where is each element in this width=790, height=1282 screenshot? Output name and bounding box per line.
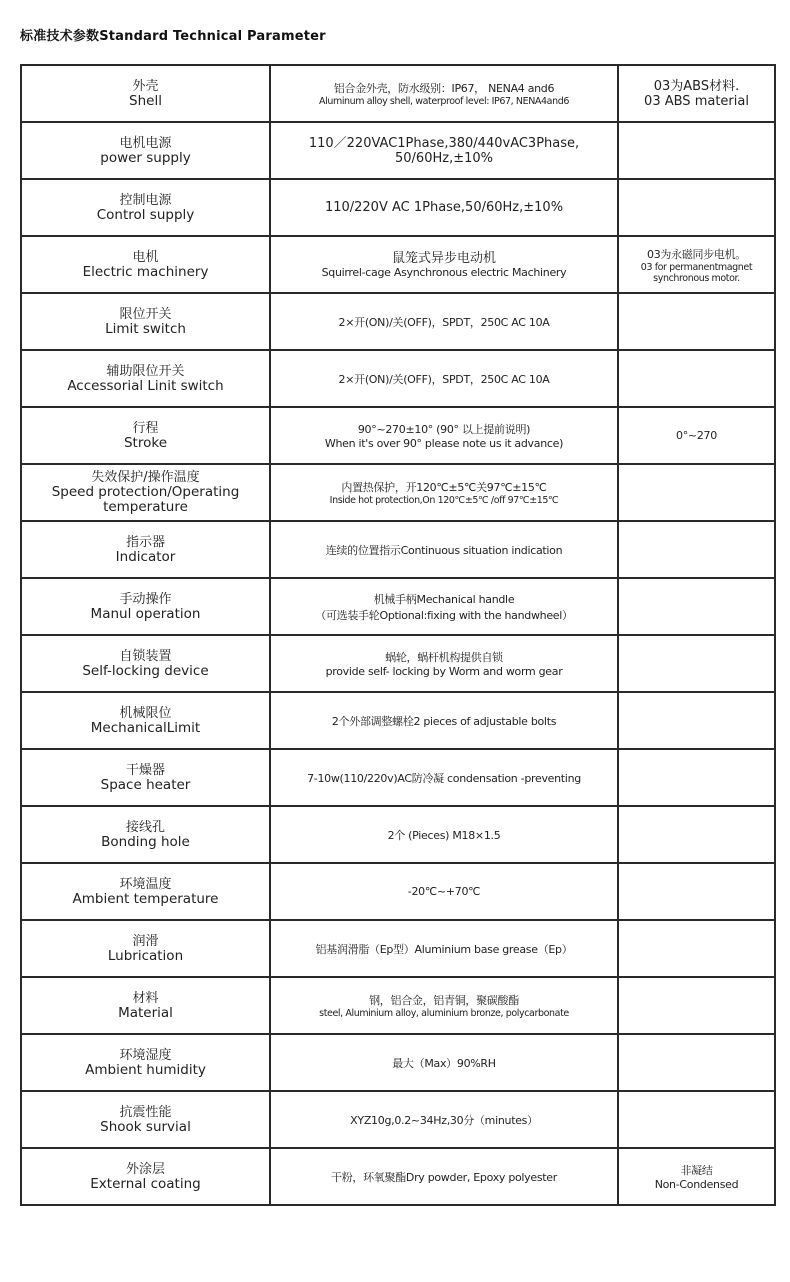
param-note-cell <box>618 1034 775 1091</box>
param-value-en: Aluminum alloy shell, waterproof level: IP67, NENA4and6 <box>319 96 569 107</box>
param-name-zh: 手动操作 <box>119 591 172 607</box>
param-name-en: MechanicalLimit <box>90 719 201 736</box>
param-value-zh: 鼠笼式异步电动机 <box>391 250 496 266</box>
table-row <box>21 635 775 692</box>
param-name-en: External coating <box>90 1175 201 1192</box>
table-row <box>21 806 775 863</box>
table-row <box>21 65 775 122</box>
param-note-cell <box>618 920 775 977</box>
table-row <box>21 578 775 635</box>
table-row <box>21 407 775 464</box>
table-row <box>21 1034 775 1091</box>
table-row <box>21 464 775 521</box>
table-row <box>21 236 775 293</box>
page-title: 标准技术参数Standard Technical Parameter <box>20 29 326 44</box>
param-name-zh: 机械限位 <box>119 705 172 721</box>
param-value-line2: 50/60Hz,±10% <box>395 150 493 166</box>
param-note-zh: 03为ABS材料. <box>653 78 740 94</box>
param-value-line1: 2×开(ON)/关(OFF)，SPDT，250C AC 10A <box>338 372 550 386</box>
param-value-en: provide self- locking by Worm and worm gear <box>325 665 563 678</box>
param-value-en: When it's over 90° please note us it advance) <box>324 437 564 450</box>
param-value-en: Inside hot protection,On 120℃±5℃ /off 97℃±15℃ <box>329 495 559 506</box>
param-value-line1: 110／220VAC1Phase,380/440vAC3Phase, <box>308 135 580 151</box>
param-value-cell <box>270 122 618 179</box>
param-value-cell <box>270 521 618 578</box>
param-name-en: Control supply <box>96 206 195 223</box>
table-row <box>21 350 775 407</box>
param-name-cell <box>21 806 270 863</box>
param-value-cell <box>270 65 618 122</box>
table-row <box>21 521 775 578</box>
param-name-zh: 失效保护/操作温度 <box>91 470 200 485</box>
param-name-en: Lubrication <box>107 947 184 964</box>
param-name-en: Self-locking device <box>82 662 209 679</box>
param-name-en: Stroke <box>123 434 168 451</box>
param-name-en: Shook survial <box>100 1118 191 1135</box>
param-note-cell <box>618 521 775 578</box>
param-name-cell <box>21 236 270 293</box>
param-name-cell <box>21 179 270 236</box>
param-name-cell <box>21 1148 270 1205</box>
param-name-cell <box>21 1091 270 1148</box>
param-note-cell <box>618 1091 775 1148</box>
param-value-cell <box>270 692 618 749</box>
param-note-cell <box>618 863 775 920</box>
param-name-zh: 抗震性能 <box>119 1104 172 1120</box>
param-name-en: Indicator <box>115 548 176 565</box>
param-name-cell <box>21 122 270 179</box>
param-note-zh: 0°~270 <box>676 429 717 442</box>
param-name-zh: 自锁装置 <box>119 648 172 664</box>
param-name-en: Bonding hole <box>101 833 190 850</box>
param-note-en: 03 ABS material <box>644 93 749 109</box>
param-name-en: Shell <box>129 92 162 109</box>
param-value-line1: 110/220V AC 1Phase,50/60Hz,±10% <box>324 200 564 215</box>
param-name-en: Ambient temperature <box>72 890 219 907</box>
param-value-line1: 最大（Max）90%RH <box>392 1056 496 1070</box>
param-name-cell <box>21 749 270 806</box>
param-note-cell <box>618 236 775 293</box>
param-note-cell <box>618 578 775 635</box>
param-note-cell <box>618 179 775 236</box>
param-name-en: Material <box>118 1004 173 1021</box>
param-name-zh: 行程 <box>132 420 159 436</box>
param-name-cell <box>21 635 270 692</box>
table-row <box>21 920 775 977</box>
param-value-line1: 2×开(ON)/关(OFF)，SPDT，250C AC 10A <box>338 315 550 329</box>
param-value-cell <box>270 179 618 236</box>
table-row <box>21 293 775 350</box>
param-note-zh: 03为永磁同步电机。 <box>647 247 746 261</box>
table-row <box>21 179 775 236</box>
param-value-en: Squirrel-cage Asynchronous electric Machinery <box>321 265 567 279</box>
param-name-zh: 外壳 <box>132 78 159 94</box>
table-row <box>21 122 775 179</box>
param-name-zh: 润滑 <box>132 933 159 949</box>
param-name-zh: 材料 <box>132 990 159 1006</box>
table-row <box>21 1148 775 1205</box>
param-name-zh: 电机 <box>132 249 159 265</box>
table-row <box>21 749 775 806</box>
param-value-cell <box>270 1091 618 1148</box>
spec-table <box>20 64 776 1206</box>
param-note-en: 03 for permanentmagnet synchronous motor. <box>640 261 753 284</box>
param-value-cell <box>270 464 618 521</box>
param-name-zh: 接线孔 <box>125 819 165 835</box>
param-note-cell <box>618 635 775 692</box>
param-name-en: Manul operation <box>90 605 201 622</box>
param-value-cell <box>270 635 618 692</box>
param-value-cell <box>270 920 618 977</box>
param-value-zh: 90°~270±10° (90° 以上提前说明) <box>357 423 531 436</box>
param-value-zh: 内置热保护，开120℃±5℃关97℃±15℃ <box>341 481 547 494</box>
param-value-line1: 干粉，环氧聚酯Dry powder, Epoxy polyester <box>331 1170 557 1184</box>
param-value-line1: 铝基润滑脂（Ep型）Aluminium base grease（Ep） <box>315 942 573 956</box>
param-name-en: Space heater <box>100 776 191 793</box>
param-value-cell <box>270 863 618 920</box>
param-name-en: Accessorial Linit switch <box>67 377 224 394</box>
param-name-zh: 辅助限位开关 <box>106 363 185 379</box>
param-value-zh: 蜗轮，蜗杆机构提供自锁 <box>385 651 503 664</box>
param-name-zh: 指示器 <box>125 534 165 550</box>
param-name-cell <box>21 65 270 122</box>
param-value-cell <box>270 749 618 806</box>
param-value-cell <box>270 977 618 1034</box>
param-name-cell <box>21 692 270 749</box>
param-value-en: （可选装手轮Optional:fixing with the handwheel） <box>315 608 573 622</box>
param-value-zh: 铝合金外壳，防水级别：IP67， NENA4 and6 <box>333 82 555 95</box>
param-name-zh: 控制电源 <box>119 192 172 208</box>
param-value-line1: 2个 (Pieces) M18×1.5 <box>387 828 501 842</box>
param-name-cell <box>21 521 270 578</box>
table-row <box>21 692 775 749</box>
param-name-en: power supply <box>100 149 191 166</box>
param-name-zh: 电机电源 <box>119 135 172 151</box>
param-note-cell <box>618 977 775 1034</box>
param-value-line1: 连续的位置指示Continuous situation indication <box>325 543 563 557</box>
param-name-zh: 环境温度 <box>119 876 172 892</box>
param-value-en: steel, Aluminium alloy, aluminium bronze, polycarbonate <box>319 1008 569 1019</box>
param-name-cell <box>21 293 270 350</box>
param-name-cell <box>21 350 270 407</box>
param-name-cell <box>21 464 270 521</box>
param-note-cell <box>618 692 775 749</box>
table-row <box>21 1091 775 1148</box>
param-value-cell <box>270 236 618 293</box>
param-name-zh: 限位开关 <box>119 306 172 322</box>
param-value-line1: 7-10w(110/220v)AC防冷凝 condensation -preventing <box>307 771 581 785</box>
param-note-zh: 非凝结 <box>680 1164 713 1177</box>
param-note-en: Non-Condensed <box>654 1178 739 1191</box>
param-value-cell <box>270 806 618 863</box>
param-value-line1: XYZ10g,0.2~34Hz,30分（minutes） <box>350 1113 538 1127</box>
param-note-cell <box>618 1148 775 1205</box>
param-name-zh: 环境湿度 <box>119 1047 172 1063</box>
param-note-cell <box>618 65 775 122</box>
param-name-en: Electric machinery <box>82 263 209 280</box>
param-value-zh: 机械手柄Mechanical handle <box>373 592 515 606</box>
param-name-zh: 外涂层 <box>125 1161 165 1177</box>
param-name-en: Speed protection/Operating temperature <box>51 484 240 515</box>
param-name-cell <box>21 863 270 920</box>
param-value-line1: 2个外部调整螺栓2 pieces of adjustable bolts <box>331 714 557 728</box>
param-value-cell <box>270 350 618 407</box>
param-value-cell <box>270 407 618 464</box>
param-name-en: Limit switch <box>105 320 186 337</box>
param-name-cell <box>21 407 270 464</box>
param-value-cell <box>270 293 618 350</box>
param-note-cell <box>618 350 775 407</box>
table-row <box>21 863 775 920</box>
param-name-en: Ambient humidity <box>85 1061 206 1078</box>
param-value-zh: 钢，铝合金，铝青铜，聚碳酸酯 <box>369 994 519 1007</box>
param-note-cell <box>618 464 775 521</box>
param-value-cell <box>270 1034 618 1091</box>
param-value-line1: -20℃~+70℃ <box>407 885 481 898</box>
param-note-cell <box>618 122 775 179</box>
param-name-cell <box>21 977 270 1034</box>
param-note-cell <box>618 293 775 350</box>
param-note-cell <box>618 407 775 464</box>
param-note-cell <box>618 749 775 806</box>
param-name-cell <box>21 578 270 635</box>
param-value-cell <box>270 1148 618 1205</box>
param-note-cell <box>618 806 775 863</box>
param-name-cell <box>21 1034 270 1091</box>
param-value-cell <box>270 578 618 635</box>
param-name-cell <box>21 920 270 977</box>
table-row <box>21 977 775 1034</box>
param-name-zh: 干燥器 <box>125 762 165 778</box>
